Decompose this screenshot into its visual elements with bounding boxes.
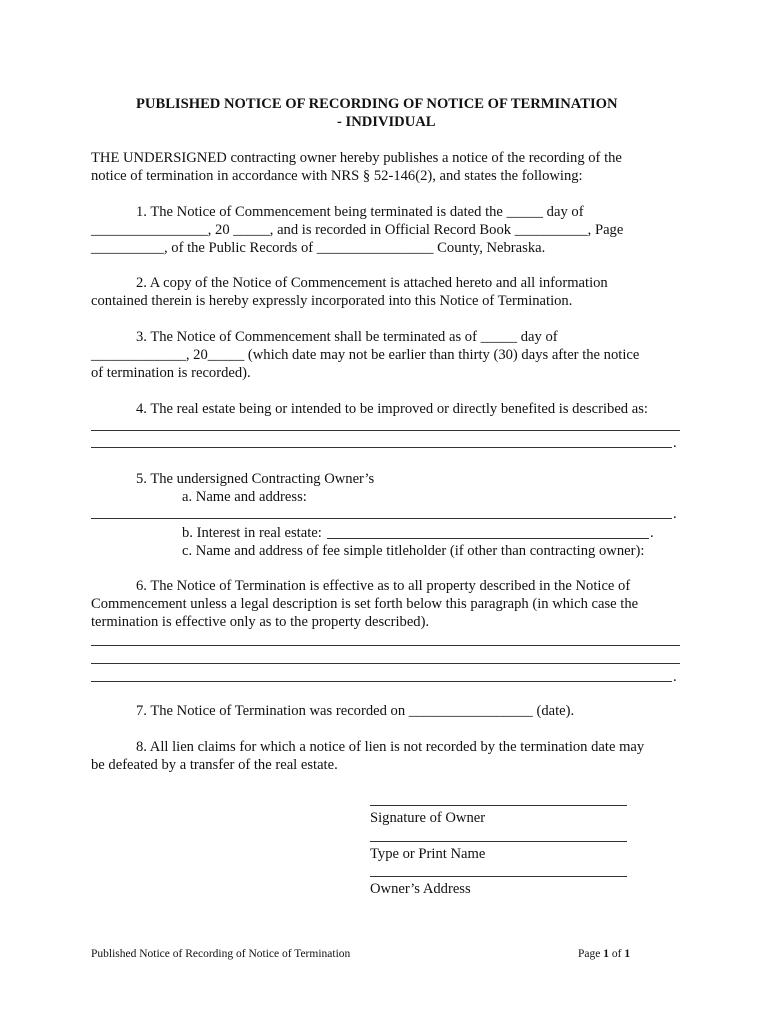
page-label: Page: [578, 948, 601, 960]
paragraph-6-end-mark: .: [673, 669, 677, 685]
paragraph-2-line1: 2. A copy of the Notice of Commencement is attached hereto and all information: [136, 275, 608, 291]
paragraph-6-line1: 6. The Notice of Termination is effective as to all property described in the Notice of: [136, 578, 631, 594]
paragraph-1-line3: __________, of the Public Records of ________________ County, Nebraska.: [91, 240, 546, 256]
paragraph-5-item-b: b. Interest in real estate:: [182, 525, 322, 541]
paragraph-4-end-mark: .: [673, 435, 677, 451]
footer-page-number: [578, 945, 630, 963]
signature-of-owner-label: Signature of Owner: [370, 810, 486, 826]
owner-address-line[interactable]: [370, 876, 627, 877]
paragraph-7-line1: 7. The Notice of Termination was recorded on _________________ (date).: [136, 703, 575, 719]
paragraph-8-line2: be defeated by a transfer of the real estate.: [91, 757, 338, 773]
paragraph-6-line2: Commencement unless a legal description is set forth below this paragraph (in which case the: [91, 596, 639, 612]
legal-description-line-3[interactable]: [91, 681, 672, 682]
paragraph-5-item-b-end: .: [650, 525, 654, 541]
intro-line2: notice of termination in accordance with NRS § 52-146(2), and states the following:: [91, 168, 583, 184]
paragraph-2-line2: contained therein is hereby expressly incorporated into this Notice of Termination.: [91, 293, 573, 309]
of-label: of: [611, 948, 622, 960]
real-estate-description-line-2[interactable]: [91, 447, 672, 448]
paragraph-3-line2: _____________, 20_____ (which date may not be earlier than thirty (30) days after the notice: [91, 347, 640, 363]
paragraph-1-line2: ________________, 20 _____, and is recorded in Official Record Book __________, Page: [91, 222, 624, 238]
paragraph-5-line1: 5. The undersigned Contracting Owner’s: [136, 471, 375, 487]
paragraph-3-line3: of termination is recorded).: [91, 365, 251, 381]
paragraph-5-item-a-end: .: [673, 506, 677, 522]
interest-in-real-estate-line[interactable]: [327, 538, 649, 539]
owner-name-address-line[interactable]: [91, 518, 672, 519]
paragraph-4-line1: 4. The real estate being or intended to be improved or directly benefited is described as:: [136, 401, 648, 417]
legal-description-line-2[interactable]: [91, 663, 680, 664]
paragraph-8-line1: 8. All lien claims for which a notice of lien is not recorded by the termination date may: [136, 739, 645, 755]
paragraph-5-item-a: a. Name and address:: [182, 489, 307, 505]
intro-line1: THE UNDERSIGNED contracting owner hereby publishes a notice of the recording of the: [91, 150, 622, 166]
real-estate-description-line-1[interactable]: [91, 430, 680, 431]
paragraph-3-line1: 3. The Notice of Commencement shall be terminated as of _____ day of: [136, 329, 558, 345]
document-title-line2: - INDIVIDUAL: [337, 114, 436, 130]
print-name-line[interactable]: [370, 841, 627, 842]
paragraph-5-item-c: c. Name and address of fee simple titleholder (if other than contracting owner):: [182, 543, 645, 559]
owner-signature-line[interactable]: [370, 805, 627, 806]
paragraph-1-line1: 1. The Notice of Commencement being terminated is dated the _____ day of: [136, 204, 584, 220]
legal-description-line-1[interactable]: [91, 645, 680, 646]
owner-address-label: Owner’s Address: [370, 881, 471, 897]
current-page: 1: [603, 948, 609, 960]
type-or-print-name-label: Type or Print Name: [370, 846, 486, 862]
paragraph-6-line3: termination is effective only as to the property described).: [91, 614, 430, 630]
total-pages: 1: [624, 948, 631, 960]
document-title-line1: PUBLISHED NOTICE OF RECORDING OF NOTICE OF TERMINATION: [136, 96, 618, 112]
footer-document-title: Published Notice of Recording of Notice of Termination: [91, 948, 351, 960]
